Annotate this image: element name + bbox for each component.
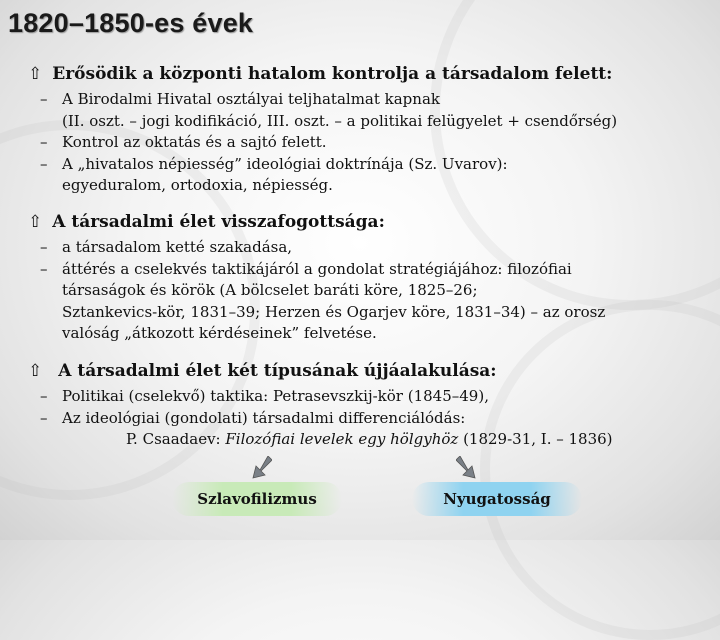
outcome-label: Szlavofilizmus bbox=[197, 490, 317, 508]
list-item bbox=[28, 408, 613, 430]
slide-title: 1820–1850-es évek bbox=[8, 8, 254, 38]
dash: – bbox=[40, 259, 48, 278]
list-item bbox=[28, 175, 617, 197]
list-item bbox=[28, 323, 605, 345]
section-heading bbox=[28, 361, 613, 381]
section-heading-text: A társadalmi élet visszafogottsága: bbox=[52, 212, 385, 232]
section-social-life bbox=[28, 212, 605, 345]
down-arrow-icon bbox=[252, 456, 272, 482]
list-item bbox=[28, 237, 605, 259]
list-item-text: (II. oszt. – jogi kodifikáció, III. oszt. – a politikai felügyelet + csendőrség) bbox=[62, 111, 618, 130]
list-item-text: Sztankevics-kör, 1831–39; Herzen és Ogarjev köre, 1831–34) – az orosz bbox=[62, 302, 606, 321]
dash: – bbox=[40, 90, 48, 108]
reference-line bbox=[28, 429, 613, 451]
list-item-text: a társadalom ketté szakadása, bbox=[62, 238, 293, 256]
list-item-text: Az ideológiai (gondolati) társadalmi differenciálódás: bbox=[62, 408, 466, 427]
outcome-slavophilism bbox=[172, 482, 342, 516]
list-item bbox=[28, 259, 605, 281]
list-item-text: társaságok és körök (A bölcselet baráti köre, 1825–26; bbox=[62, 281, 478, 299]
list-item bbox=[28, 154, 617, 176]
outcome-label: Nyugatosság bbox=[443, 490, 551, 508]
list-item-text: A Birodalmi Hivatal osztályai teljhatalmat kapnak bbox=[62, 90, 440, 108]
reference-suffix: (1829-31, I. – 1836) bbox=[458, 430, 613, 448]
down-arrow-icon bbox=[456, 456, 476, 482]
dash: – bbox=[40, 408, 48, 427]
section-central-power bbox=[28, 64, 617, 197]
reference-prefix: P. Csaadaev: bbox=[126, 430, 226, 448]
list-item bbox=[28, 302, 605, 324]
list-item-text: áttérés a cselekvés taktikájáról a gondolat stratégiájához: filozófiai bbox=[62, 259, 572, 278]
list-item bbox=[28, 280, 605, 302]
section-heading bbox=[28, 212, 605, 232]
background-swirl bbox=[480, 300, 720, 640]
list-item-text: Politikai (cselekvő) taktika: Petrasevszkij-kör (1845–49), bbox=[62, 387, 489, 405]
section-heading bbox=[28, 64, 617, 84]
section-heading-text: Erősödik a központi hatalom kontrolja a társadalom felett: bbox=[52, 64, 613, 84]
reference-title: Filozófiai levelek egy hölgyhöz bbox=[225, 430, 459, 448]
list-item bbox=[28, 111, 617, 133]
dash: – bbox=[40, 387, 48, 405]
section-two-types bbox=[28, 361, 613, 451]
list-item-text: A „hivatalos népiesség” ideológiai doktrínája (Sz. Uvarov): bbox=[62, 154, 508, 173]
section-heading-text: A társadalmi élet két típusának újjáalakulása: bbox=[58, 361, 497, 381]
list-item-text: Kontrol az oktatás és a sajtó felett. bbox=[62, 133, 327, 151]
hollow-up-arrow-icon: ⇧ bbox=[28, 361, 43, 381]
dash: – bbox=[40, 154, 48, 173]
hollow-up-arrow-icon: ⇧ bbox=[28, 212, 43, 232]
outcome-westernism bbox=[412, 482, 582, 516]
hollow-up-arrow-icon: ⇧ bbox=[28, 64, 43, 84]
section-lines bbox=[28, 237, 605, 345]
list-item bbox=[28, 132, 617, 154]
list-item-text: valóság „átkozott kérdéseinek” felvetése. bbox=[62, 324, 377, 342]
dash: – bbox=[40, 133, 48, 151]
list-item-text: egyeduralom, ortodoxia, népiesség. bbox=[62, 176, 333, 194]
dash: – bbox=[40, 238, 48, 256]
section-lines bbox=[28, 386, 613, 451]
list-item bbox=[28, 89, 617, 111]
list-item bbox=[28, 386, 613, 408]
section-lines bbox=[28, 89, 617, 197]
